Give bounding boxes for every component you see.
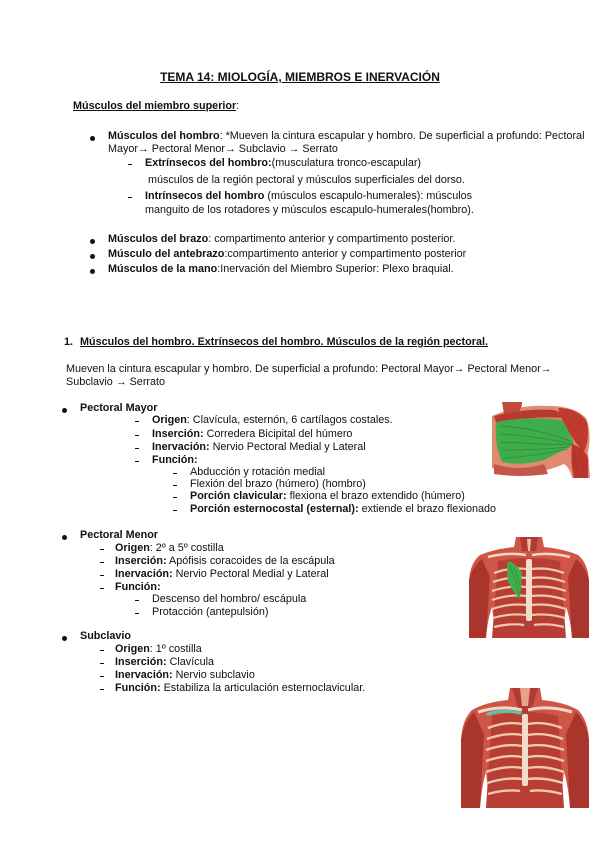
bullet-marker [62, 535, 67, 540]
section-paragraph-line: Subclavio → Serrato [66, 376, 166, 388]
sub-item-label: Extrínsecos del hombro: [145, 157, 272, 169]
detail-item [115, 542, 224, 555]
subclavio-illustration [460, 688, 590, 808]
dash-marker [100, 575, 104, 576]
page-title: TEMA 14: MIOLOGÍA, MIEMBROS E INERVACIÓN [160, 70, 440, 84]
dash-marker [128, 197, 132, 198]
item-text: :compartimento anterior y compartimento posterior [224, 248, 467, 260]
detail-item [115, 643, 202, 656]
dash-marker [128, 164, 132, 165]
item-text: :Inervación del Miembro Superior: Plexo braquial. [217, 263, 454, 275]
bullet-marker [90, 254, 95, 259]
dash-marker [135, 448, 139, 449]
detail-label: Inervación: [115, 568, 173, 580]
dash-marker [100, 549, 104, 550]
dash-marker [135, 613, 139, 614]
detail-label: Origen [152, 414, 187, 426]
sub-item-text: (musculatura tronco-escapular) [271, 157, 422, 169]
detail-label: Función: [115, 581, 161, 593]
function-item [190, 503, 496, 516]
sub-item-label: Intrínsecos del hombro [145, 190, 265, 202]
detail-text: Apófisis coracoides de la escápula [166, 555, 335, 567]
dash-marker [100, 676, 104, 677]
dash-marker [100, 663, 104, 664]
item-text: : compartimento anterior y compartimento posterior. [208, 233, 456, 245]
detail-text: : 2º a 5º costilla [149, 542, 224, 554]
intro-heading-line [73, 100, 239, 113]
detail-text: Nervio Pectoral Medial y Lateral [172, 568, 329, 580]
dash-marker [173, 497, 177, 498]
pectoral-menor-illustration [468, 537, 590, 638]
pectoral-mayor-illustration [488, 402, 590, 478]
detail-item [152, 428, 352, 441]
item-label: Músculo del antebrazo [108, 248, 225, 260]
detail-label: Inserción: [115, 555, 167, 567]
detail-label: Origen [115, 542, 150, 554]
function-label: Porción clavicular: [190, 490, 287, 502]
muscle-name: Subclavio [80, 630, 132, 642]
detail-item [152, 414, 393, 427]
detail-text: Nervio Pectoral Medial y Lateral [209, 441, 366, 453]
dash-marker [135, 421, 139, 422]
sub-list-item [145, 157, 421, 170]
list-item [108, 130, 584, 143]
function-item: Flexión del brazo (húmero) (hombro) [190, 478, 366, 490]
bullet-marker [90, 269, 95, 274]
sub-list-item [145, 190, 472, 203]
detail-item [115, 656, 214, 669]
item-text: : *Mueven la cintura escapular y hombro. De superficial a profundo: Pectoral [219, 130, 585, 142]
dash-marker [135, 600, 139, 601]
detail-item [115, 669, 255, 682]
dash-marker [173, 510, 177, 511]
function-text: extiende el brazo flexionado [358, 503, 497, 515]
muscle-name: Pectoral Mayor [80, 402, 158, 414]
function-item: Descenso del hombro/ escápula [152, 593, 307, 605]
detail-label: Inserción: [152, 428, 204, 440]
item-label: Músculos del brazo [108, 233, 209, 245]
section-heading: Músculos del hombro. Extrínsecos del hombro. Músculos de la región pectoral. [80, 336, 488, 348]
detail-label: Función: [152, 454, 198, 466]
function-item: Abducción y rotación medial [190, 466, 326, 478]
section-number: 1. [64, 336, 74, 348]
function-text: flexiona el brazo extendido (húmero) [286, 490, 465, 502]
bullet-marker [90, 239, 95, 244]
item-label: Músculos de la mano [108, 263, 218, 275]
detail-text: Corredera Bicipital del húmero [203, 428, 353, 440]
intro-heading-suffix: : [236, 100, 240, 112]
detail-label: Función: [115, 682, 161, 694]
list-item [108, 263, 454, 276]
dash-marker [100, 650, 104, 651]
list-item [108, 233, 455, 246]
detail-label: Inervación: [152, 441, 210, 453]
dash-marker [100, 588, 104, 589]
detail-item [115, 682, 365, 695]
detail-label: Origen [115, 643, 150, 655]
muscle-name: Pectoral Menor [80, 529, 158, 541]
list-item [108, 248, 466, 261]
detail-text: Clavícula [166, 656, 215, 668]
sub-item-continuation: músculos de la región pectoral y músculos superficiales del dorso. [148, 174, 465, 186]
detail-label: Inserción: [115, 656, 167, 668]
bullet-marker [62, 408, 67, 413]
detail-label: Inervación: [115, 669, 173, 681]
detail-text: : Clavícula, esternón, 6 cartílagos costales. [186, 414, 393, 426]
function-label: Porción esternocostal (esternal): [190, 503, 359, 515]
dash-marker [100, 689, 104, 690]
intro-heading: Músculos del miembro superior [73, 100, 237, 112]
item-label: Músculos del hombro [108, 130, 220, 142]
detail-item [152, 441, 366, 454]
sub-item-text: (músculos escapulo-humerales): músculos [264, 190, 473, 202]
dash-marker [173, 473, 177, 474]
function-item: Protacción (antepulsión) [152, 606, 269, 618]
dash-marker [135, 435, 139, 436]
function-item [190, 490, 465, 503]
dash-marker [135, 461, 139, 462]
section-paragraph-line: Mueven la cintura escapular y hombro. De superficial a profundo: Pectoral Mayor→ Pectoral Menor→ [66, 363, 552, 375]
bullet-marker [90, 136, 95, 141]
dash-marker [173, 485, 177, 486]
detail-item [115, 568, 329, 581]
item-text-continuation: Mayor→ Pectoral Menor→ Subclavio → Serrato [108, 143, 338, 155]
bullet-marker [62, 636, 67, 641]
detail-text: Estabiliza la articulación esternoclavicular. [160, 682, 366, 694]
detail-text: Nervio subclavio [172, 669, 255, 681]
detail-text: : 1º costilla [149, 643, 202, 655]
dash-marker [100, 562, 104, 563]
sub-item-continuation: manguito de los rotadores y músculos escapulo-humerales(hombro). [145, 204, 474, 216]
detail-item [115, 555, 335, 568]
